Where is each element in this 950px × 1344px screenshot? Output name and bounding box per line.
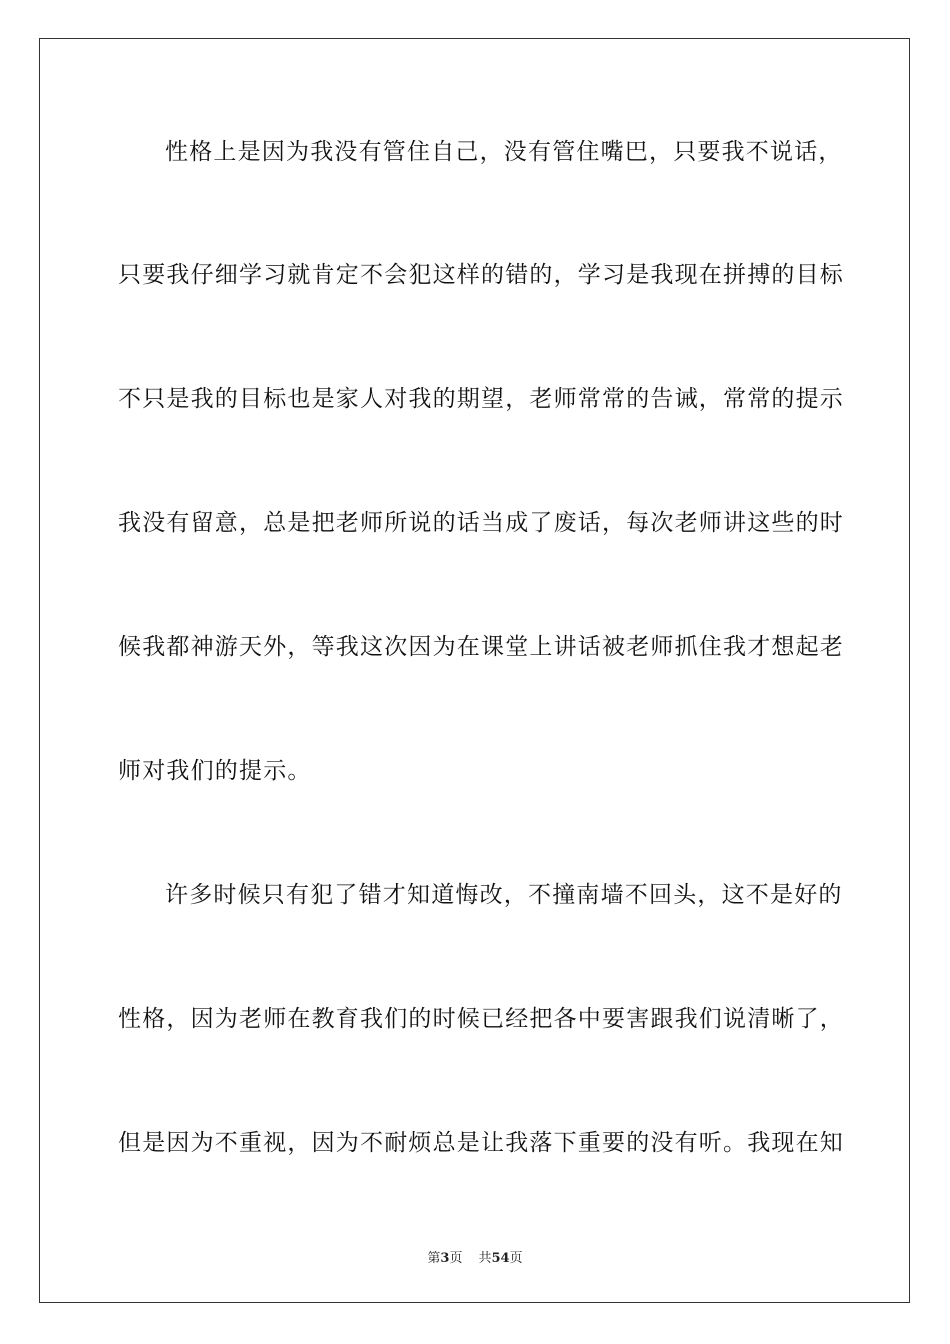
page-footer [0, 1247, 950, 1266]
paragraph-line: 师对我们的提示。 [118, 758, 312, 784]
page-suffix: 页 [449, 1251, 463, 1266]
paragraph-line: 候我都神游天外，等我这次因为在课堂上讲话被老师抓住我才想起老 [118, 634, 844, 660]
total-prefix: 共 [478, 1251, 492, 1266]
paragraph-line: 许多时候只有犯了错才知道悔改，不撞南墙不回头，这不是好的 [165, 882, 843, 908]
page-number: 3 [440, 1251, 450, 1266]
page-prefix: 第 [427, 1251, 441, 1266]
paragraph-line: 不只是我的目标也是家人对我的期望，老师常常的告诫，常常的提示 [118, 386, 844, 412]
paragraph-line: 只要我仔细学习就肯定不会犯这样的错的，学习是我现在拼搏的目标 [118, 262, 844, 288]
page-border [39, 38, 910, 1303]
paragraph-line: 我没有留意，总是把老师所说的话当成了废话，每次老师讲这些的时 [118, 510, 844, 536]
paragraph-line: 性格，因为老师在教育我们的时候已经把各中要害跟我们说清晰了， [118, 1006, 844, 1032]
paragraph-line: 但是因为不重视，因为不耐烦总是让我落下重要的没有听。我现在知 [118, 1130, 844, 1156]
paragraph-line: 性格上是因为我没有管住自己，没有管住嘴巴，只要我不说话， [165, 139, 843, 165]
total-pages: 54 [491, 1251, 510, 1266]
total-suffix: 页 [509, 1251, 523, 1266]
